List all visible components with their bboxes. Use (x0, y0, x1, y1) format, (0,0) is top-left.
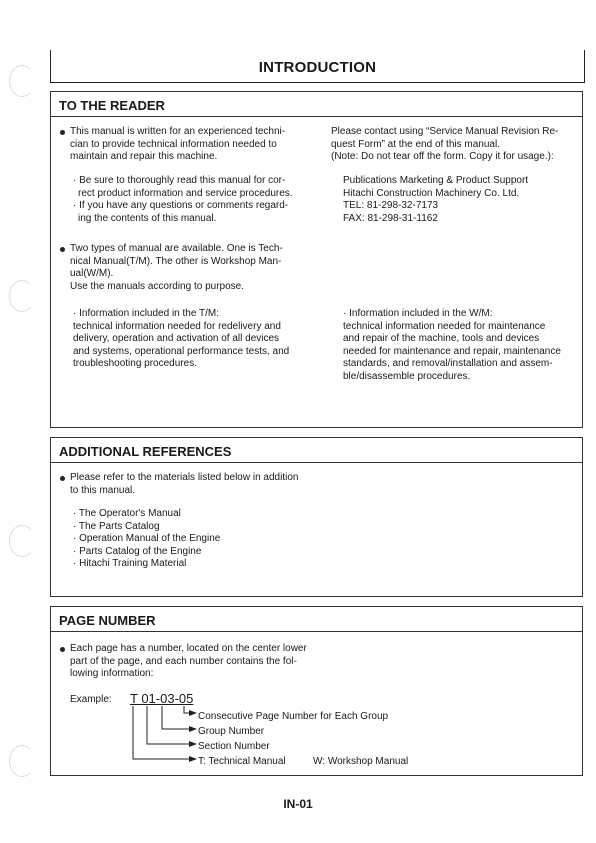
tm-info: · Information included in the T/M: technical information needed for redelivery and delivery, operation and activation of all devices and systems, operational performance tests, and troubleshooting procedures. (73, 308, 290, 369)
example-label: Example: (70, 694, 112, 705)
section-divider (51, 462, 582, 463)
label-section-number: Section Number (198, 741, 270, 752)
section-divider (51, 116, 582, 117)
label-workshop-manual: W: Workshop Manual (313, 756, 409, 767)
reader-paragraph-2: Two types of manual are available. One is Tech- nical Manual(T/M). The other is Workshop Man- ual(W/M). Use the manuals according to purpose. (70, 243, 283, 292)
reader-notes: · Be sure to thoroughly read this manual for cor- rect product information and service procedures. · If you have any questions or comments regard- ing the contents of this manual. (73, 175, 293, 224)
bullet-icon (60, 130, 65, 135)
label-technical-manual: T: Technical Manual (198, 756, 286, 767)
bullet-icon (60, 476, 65, 481)
to-the-reader-section (50, 91, 583, 428)
contact-text: Please contact using “Service Manual Revision Re- quest Form” at the end of this manual. (Note: Do not tear off the form. Copy it for usage.): (331, 126, 559, 162)
title-box (50, 50, 585, 83)
list-item: · Operation Manual of the Engine (73, 533, 221, 544)
section-heading: ADDITIONAL REFERENCES (59, 444, 232, 459)
punch-hole-mark (9, 65, 35, 97)
list-item: · The Parts Catalog (73, 520, 160, 532)
reader-paragraph-1: This manual is written for an experienced techni- cian to provide technical information needed to maintain and repair this machine. (70, 126, 286, 162)
additional-intro: Please refer to the materials listed below in addition to this manual. (70, 472, 299, 496)
bullet-icon (60, 247, 65, 252)
example-code: T 01-03-05 (130, 691, 194, 706)
contact-address: Publications Marketing & Product Support Hitachi Construction Machinery Co. Ltd. TEL: 81-298-32-7173 FAX: 81-298-31-1162 (343, 175, 529, 224)
list-item: · The Operator's Manual (73, 508, 181, 519)
reference-list (73, 508, 220, 571)
page-number-intro: Each page has a number, located on the center lower part of the page, and each number contains the fol- lowing information: (70, 643, 307, 679)
label-consecutive-page: Consecutive Page Number for Each Group (198, 711, 389, 722)
page-title: INTRODUCTION (258, 59, 377, 76)
page-number: IN-01 (283, 797, 313, 811)
section-heading: TO THE READER (59, 98, 165, 113)
wm-info: · Information included in the W/M: technical information needed for maintenance and repair of the machine, tools and devices needed for maintenance and repair, maintenance standards, and removal/installation and assem- ble/disassemble procedures. (343, 308, 561, 382)
punch-hole-mark (9, 525, 35, 557)
label-group-number: Group Number (198, 726, 265, 737)
page-number-section (50, 606, 583, 776)
section-heading: PAGE NUMBER (59, 613, 156, 628)
list-item: · Parts Catalog of the Engine (73, 545, 202, 557)
page-number-diagram (51, 607, 584, 777)
additional-references-section (50, 437, 583, 597)
punch-hole-mark (9, 280, 35, 312)
list-item: · Hitachi Training Material (73, 558, 187, 569)
punch-hole-mark (9, 745, 35, 777)
